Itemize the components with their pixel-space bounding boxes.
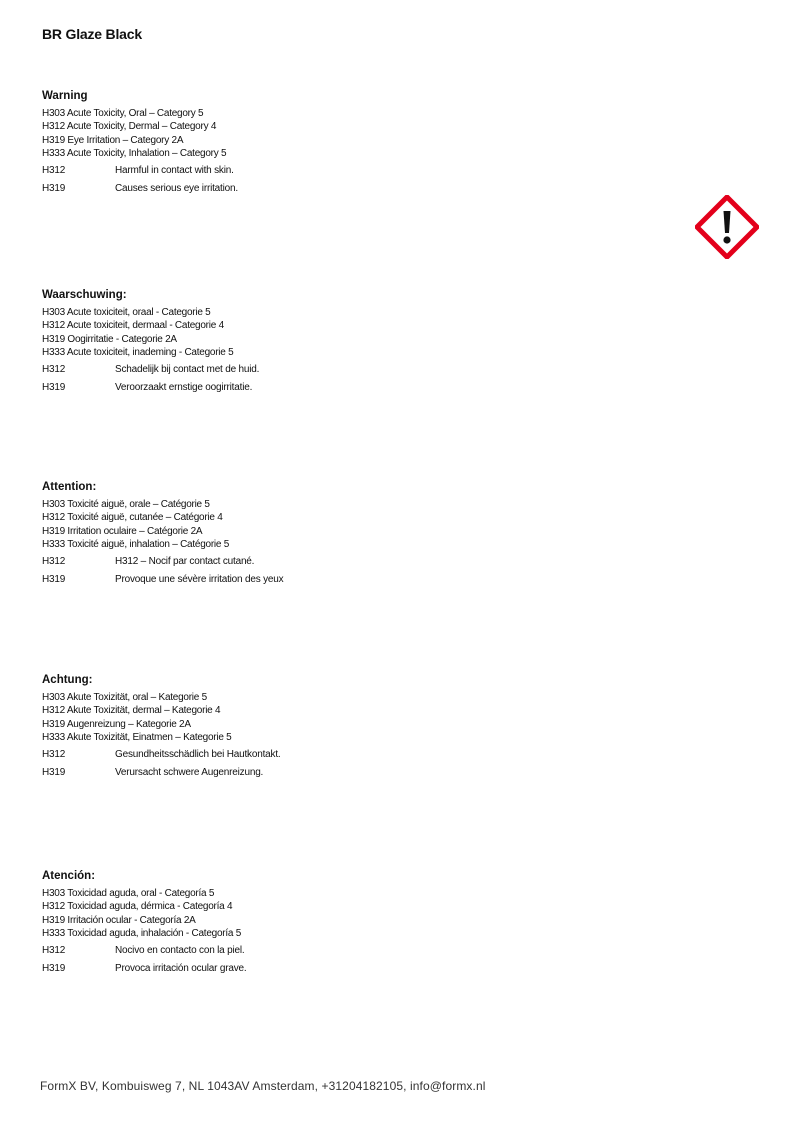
section-heading: Attention: <box>42 481 97 493</box>
hazard-statement <box>42 164 682 177</box>
classification-item: H333 Toxicité aiguë, inhalation – Catégorie 5 <box>42 538 230 550</box>
statement-code: H319 <box>42 767 66 779</box>
statement-text: Verursacht schwere Augenreizung. <box>115 767 264 779</box>
statement-text: Causes serious eye irritation. <box>115 183 238 195</box>
statement-code: H319 <box>42 963 66 975</box>
statement-text: Harmful in contact with skin. <box>115 165 234 177</box>
statement-text: H312 – Nocif par contact cutané. <box>115 556 255 568</box>
classification-item: H333 Acute toxiciteit, inademing - Categorie 5 <box>42 346 234 358</box>
classification-item: H319 Oogirritatie - Categorie 2A <box>42 333 177 345</box>
statement-text: Provoca irritación ocular grave. <box>115 963 247 975</box>
classification-item: H303 Toxicidad aguda, oral - Categoría 5 <box>42 888 215 899</box>
classification-list <box>42 306 682 359</box>
classification-list <box>42 107 682 160</box>
hazard-statements <box>42 164 682 195</box>
classification-item: H312 Akute Toxizität, dermal – Kategorie 4 <box>42 705 221 717</box>
classification-item: H303 Acute Toxicity, Oral – Category 5 <box>42 108 204 119</box>
hazard-statement <box>42 944 682 957</box>
statement-text: Schadelijk bij contact met de huid. <box>115 364 260 376</box>
statement-text: Provoque une sévère irritation des yeux <box>115 574 284 586</box>
hazard-statements <box>42 944 682 975</box>
statement-code: H312 <box>42 165 66 177</box>
statement-code: H319 <box>42 183 66 195</box>
classification-item: H333 Acute Toxicity, Inhalation – Category 5 <box>42 147 227 159</box>
hazard-statements <box>42 363 682 394</box>
exclamation-dot <box>723 236 730 243</box>
classification-item: H303 Akute Toxizität, oral – Kategorie 5 <box>42 692 207 703</box>
document-title: BR Glaze Black <box>42 26 142 42</box>
classification-item: H312 Acute toxiciteit, dermaal - Categorie 4 <box>42 320 224 332</box>
classification-item: H319 Irritation oculaire – Catégorie 2A <box>42 525 203 537</box>
hazard-statement <box>42 381 682 394</box>
classification-item: H303 Acute toxiciteit, oraal - Categorie 5 <box>42 307 211 318</box>
hazard-section-en <box>42 89 682 200</box>
statement-code: H312 <box>42 556 66 568</box>
hazard-section-de <box>42 673 682 784</box>
hazard-section-fr <box>42 480 682 591</box>
statement-code: H312 <box>42 945 66 957</box>
classification-list <box>42 887 682 940</box>
classification-item: H333 Akute Toxizität, Einatmen – Kategorie 5 <box>42 731 232 743</box>
hazard-section-nl <box>42 288 682 399</box>
classification-item: H312 Acute Toxicity, Dermal – Category 4 <box>42 121 217 133</box>
company-footer: FormX BV, Kombuisweg 7, NL 1043AV Amsterdam, +31204182105, info@formx.nl <box>40 1079 486 1093</box>
section-heading: Waarschuwing: <box>42 289 127 301</box>
classification-item: H319 Augenreizung – Kategorie 2A <box>42 718 191 730</box>
hazard-statement <box>42 363 682 376</box>
statement-code: H312 <box>42 364 66 376</box>
hazard-statement <box>42 766 682 779</box>
classification-item: H319 Irritación ocular - Categoría 2A <box>42 914 196 926</box>
hazard-statement <box>42 962 682 975</box>
hazard-statement <box>42 555 682 568</box>
statement-code: H319 <box>42 382 66 394</box>
classification-list <box>42 691 682 744</box>
hazard-statements <box>42 748 682 779</box>
hazard-statement <box>42 573 682 586</box>
statement-text: Gesundheitsschädlich bei Hautkontakt. <box>115 749 281 761</box>
hazard-statement <box>42 748 682 761</box>
classification-item: H312 Toxicidad aguda, dérmica - Categoría 4 <box>42 901 233 913</box>
statement-text: Nocivo en contacto con la piel. <box>115 945 245 957</box>
hazard-statement <box>42 182 682 195</box>
classification-item: H333 Toxicidad aguda, inhalación - Categoría 5 <box>42 927 242 939</box>
statement-code: H312 <box>42 749 66 761</box>
ghs-exclamation-mark-icon <box>695 195 759 259</box>
section-heading: Warning <box>42 90 88 102</box>
statement-code: H319 <box>42 574 66 586</box>
hazard-statements <box>42 555 682 586</box>
classification-item: H312 Toxicité aiguë, cutanée – Catégorie 4 <box>42 512 223 524</box>
classification-item: H319 Eye Irritation – Category 2A <box>42 134 184 146</box>
section-heading: Atención: <box>42 870 96 882</box>
classification-list <box>42 498 682 551</box>
section-heading: Achtung: <box>42 674 93 686</box>
classification-item: H303 Toxicité aiguë, orale – Catégorie 5 <box>42 499 210 510</box>
hazard-section-es <box>42 869 682 980</box>
statement-text: Veroorzaakt ernstige oogirritatie. <box>115 382 253 394</box>
